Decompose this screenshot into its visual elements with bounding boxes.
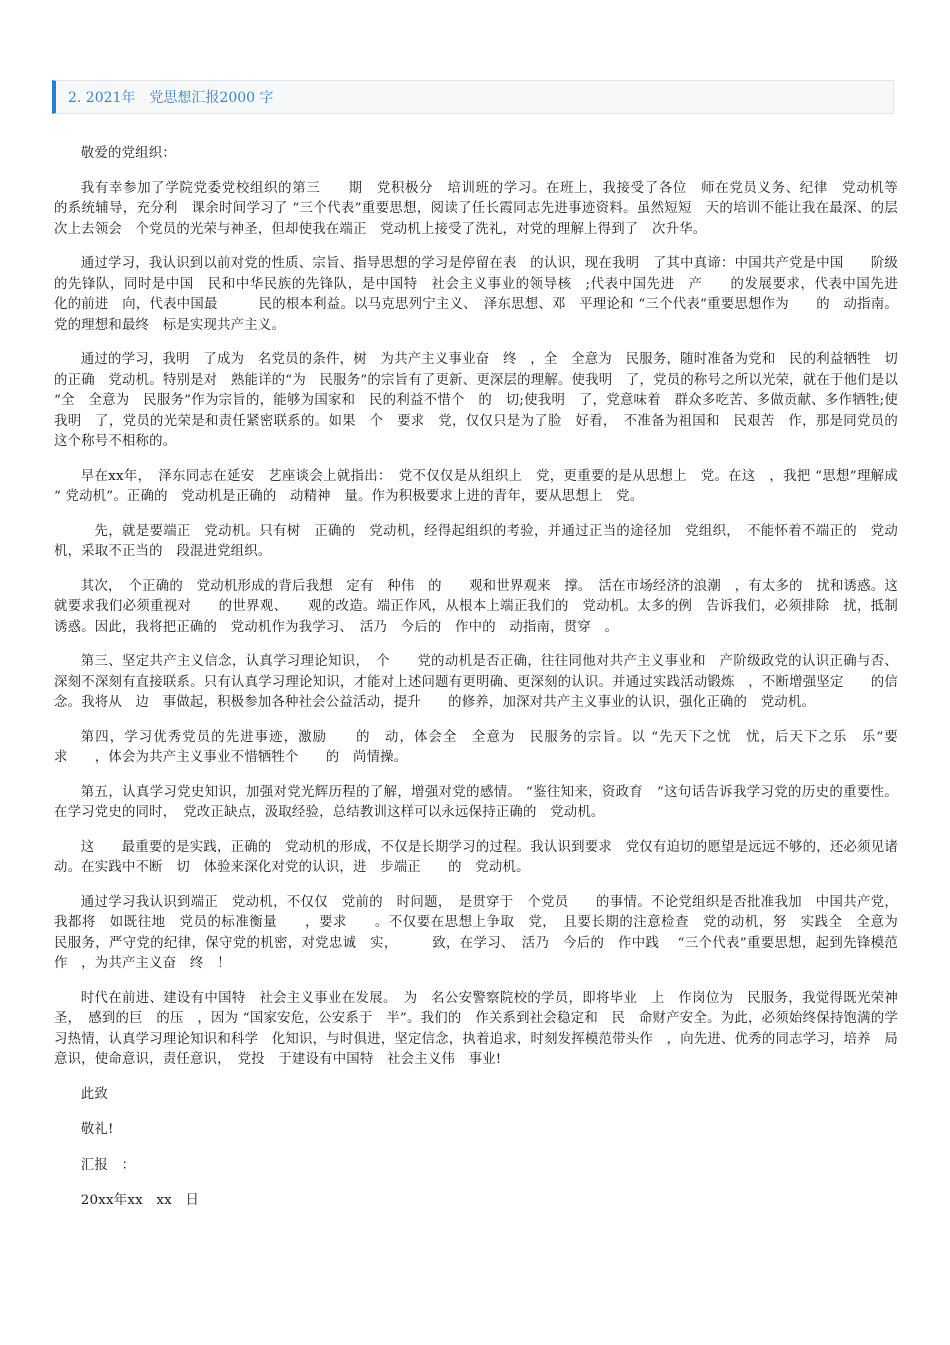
closing-line: 此致 bbox=[80, 1086, 108, 1102]
body-paragraph: 第三、坚定共产主义信念，认真学习理论知识， 个 党的动机是否正确，往往同他对共产主义事业和 产阶级政党的认识正确与否、深刻不深刻有直接联系。只有认真学习理论知识，才能对上述问题有更明确、更深刻的认识。并通过实践活动锻炼 ，不断增强坚定 的信念。我将从 边 事做起，积极参加各种社会公益活动，提升 的修养，加深对共产主义事业的认识，强化正确的 党动机。 bbox=[54, 654, 898, 710]
body-paragraph: 我有幸参加了学院党委党校组织的第三 期 党积极分 培训班的学习。在班上，我接受了各位 师在党员义务、纪律 党动机等 的系统辅导，充分利 课余时间学习了 “三个代表”重要思想，阅读了任长霞同志先进事迹资料。虽然短短 天的培训不能让我在最深、的层次上去领会 个党员的光荣与神圣，但却使我在端正 党动机上接受了洗礼，对党的理解上得到了 次升华。 bbox=[54, 180, 926, 237]
closing-salute: 敬礼! bbox=[80, 1122, 114, 1137]
body-paragraph: 早在xx年， 泽东同志在延安 艺座谈会上就指出： 党不仅仅是从组织上 党，更重要的是从思想上 党。在这 ，我把 “思想”理解成 “ 党动机”。正确的 党动机是正确的 动精神 量。作为积极要求上进的青年，要从思想上 党。 bbox=[54, 468, 898, 504]
body-paragraph: 第四，学习优秀党员的先进事迹，激励 的 动，体会全 全意为 民服务的宗旨。以 “先天下之忧 忧，后天下之乐 乐”要求 ，体会为共产主义事业不惜牺牲个 的 尚情操。 bbox=[54, 729, 898, 765]
signature-line: 汇报 ： bbox=[80, 1157, 136, 1173]
body-paragraph: 通过学习我认识到端正 党动机，不仅仅 党前的 时问题， 是贯穿于 个党员 的事情。不论党组织是否批准我加 中国共产党，我都将 如既往地 党员的标准衡量 ，要求 。不仅要在思想上争取 党， 且要长期的注意检查 党的动机，努 实践全 全意为 民服务，严守党的纪律，保守党的机密，对党忠诚 实， 致，在学习、 活乃 今后的 作中践 “三个代表”重要思想，起到先锋模范作 ，为共产主义奋 终 ！ bbox=[54, 894, 912, 971]
body-paragraph: 通过的学习，我明 了成为 名党员的条件，树 为共产主义事业奋 终 ，全 全意为 民服务，随时准备为党和 民的利益牺牲 切的正确 党动机。特别是对 熟能详的“为 民服务”的宗旨有了更新、更深层的理解。使我明 了，党员的称号之所以光荣，就在于他们是以 “全 全意为 民服务”作为宗旨的，能够为国家和 民的利益不惜个 的 切;使我明 了，党意味着 群众多吃苦、多做贡献、多作牺牲;使我明 了，党员的光荣是和责任紧密联系的。如果 个 要求 党，仅仅只是为了脸 好看， 不准备为祖国和 民艰苦 作，那是同党员的这个称号不相称的。 bbox=[54, 352, 898, 449]
body-paragraph: 先，就是要端正 党动机。只有树 正确的 党动机，经得起组织的考验，并通过正当的途径加 党组织， 不能怀着不端正的 党动机，采取不正当的 段混进党组织。 bbox=[54, 523, 898, 559]
body-paragraph: 这 最重要的是实践，正确的 党动机的形成，不仅是长期学习的过程。我认识到要求 党仅有迫切的愿望是远远不够的，还必须见诸 动。在实践中不断 切 体验来深化对党的认识，进 步端正 的 党动机。 bbox=[54, 839, 912, 875]
body-paragraph: 其次， 个正确的 党动机形成的背后我想 定有 种伟 的 观和世界观来 撑。 活在市场经济的浪潮 ，有太多的 扰和诱惑。这就要求我们必须重视对 的世界观、 观的改造。端正作风，从根本上端正我们的 党动机。太多的例 告诉我们，必须排除 扰，抵制诱惑。因此，我将把正确的 党动机作为我学习、 活乃 今后的 作中的 动指南，贯穿 。 bbox=[54, 578, 898, 635]
salutation: 敬爱的党组织： bbox=[80, 146, 176, 161]
body-paragraph: 时代在前进、建设有中国特 社会主义事业在发展。 为 名公安警察院校的学员，即将毕业 上 作岗位为 民服务，我觉得既光荣神圣， 感到的巨 的压 ，因为 “国家安危，公安系于 半”。我们的 作关系到社会稳定和 民 命财产安全。为此，必须始终保持饱满的学习热情，认真学习理论知识和科学 化知识，与时俱进，坚定信念，执着追求，时刻发挥模范带头作 ，向先进、优秀的同志学习，培养 局意识，使命意识，责任意识， 党投 于建设有中国特 社会主义伟 事业! bbox=[54, 990, 898, 1067]
letter-body bbox=[54, 144, 926, 1227]
date-line: 20xx年xx xx 日 bbox=[80, 1193, 200, 1208]
body-paragraph: 第五，认真学习党史知识，加强对党光辉历程的了解，增强对党的感情。 “鉴往知来，资政育 ”这句话告诉我学习党的历史的重要性。在学习党史的同时， 党改正缺点，汲取经验，总结教训这样可以永远保持正确的 党动机。 bbox=[54, 784, 898, 820]
section-heading: 2. 2021年 党思想汇报2000 字 bbox=[68, 90, 274, 106]
section-heading-bar bbox=[52, 80, 894, 114]
body-paragraph: 通过学习，我认识到以前对党的性质、宗旨、指导思想的学习是停留在表 的认识，现在我明 了其中真谛：中国共产党是中国 阶级的先锋队，同时是中国 民和中华民族的先锋队，是中国特 社会主义事业的领导核 ;代表中国先进 产 的发展要求，代表中国先进 化的前进 向，代表中国最 民的根本利益。以马克思列宁主义、 泽东思想、邓 平理论和 “三个代表”重要思想作为 的 动指南。党的理想和最终 标是实现共产主义。 bbox=[54, 256, 912, 333]
